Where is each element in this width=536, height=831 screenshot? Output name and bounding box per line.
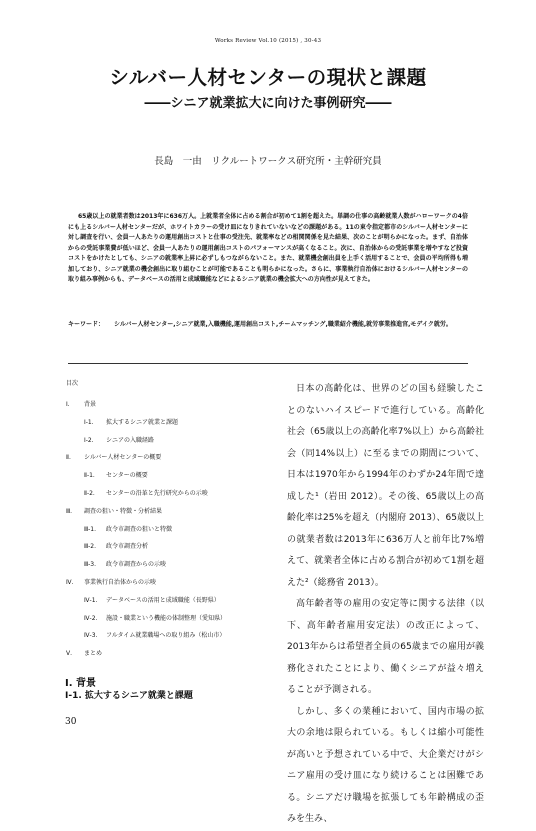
toc-item-label: 施設・職業という機能の体制整理（愛知県） [106, 614, 227, 622]
toc-item-label: 事業執行自治体からの示唆 [84, 578, 157, 586]
toc-list [66, 396, 271, 663]
toc-item-number: Ⅲ-2. [84, 543, 97, 551]
toc-item [66, 449, 271, 467]
toc-item-number: Ⅲ. [66, 507, 73, 515]
toc-item-label: シニアの入職経路 [106, 436, 155, 444]
toc-item [66, 432, 271, 450]
toc-item [66, 556, 271, 574]
body-paragraph: しかし、多くの業種において、国内市場の拡大の余地は限られている。もしくは縮小可能性が高いと予想されている中で、大企業だけがシニア雇用の受け皿になり続けることは困難である。シニアだけ職場を拡張しても年齢構成の歪みを生み、 [287, 706, 484, 824]
author-line: 長島 一由 リクルートワークス研究所・主幹研究員 [154, 156, 382, 167]
journal-citation: Works Review Vol.10 (2015) , 30-43 [214, 38, 322, 44]
toc-item-number: Ⅱ-2. [84, 489, 95, 497]
toc-item-label: センターの概要 [106, 472, 148, 480]
toc-item-label: まとめ [84, 650, 103, 658]
divider [68, 363, 468, 364]
toc-item [66, 627, 271, 645]
toc-item [66, 396, 271, 414]
body-paragraph: 日本の高齢化は、世界のどの国も経験したことのないハイスピードで進行している。高齢化社会（65歳以上の高齢化率7%以上）から高齢社会（同14%以上）に至るまでの期間について、日本は1970年から1994年のわずか24年間で達成した¹（岩田 2012）。その後、65歳以上の高齢化率は25%を超え（内閣府 2013）、65歳以上の就業者数は2013年に636万人と前年比7%増えて、就業者全体に占める割合が初めて1割を超えた²（総務省 2013）。 [287, 384, 484, 588]
toc-item [66, 503, 271, 521]
toc-item-number: Ⅰ-2. [84, 436, 94, 444]
toc-item-number: Ⅱ. [66, 454, 71, 462]
body-paragraph: 高年齢者等の雇用の安定等に関する法律（以下、高年齢者雇用安定法）の改正によって、2013年からは希望者全員の65歳までの雇用が義務化されたことにより、働くシニアが益々増えることが予測される。 [287, 599, 484, 695]
paper-title: シルバー人材センターの現状と課題 [109, 66, 427, 89]
toc-item-label: 拡大するシニア就業と課題 [106, 418, 179, 426]
abstract: 65歳以上の就業者数は2013年に636万人。上就業者全体に占める割合が初めて1割を超えた。単調の仕事の高齢就業人数がハローワークの4倍にも上るシルバー人材センターだが、ホワイトカラーの受け皿になりきれていないなどの課題がある。11の東令指定都市のシルバー人材センターに対し調査を行い、会員一人あたりの運用創出コストと仕事の受注先、就業率などの相関関係を見た結果、次のことが明らかになった。まず、自治体からの受託事業費が低いほど、会員一人あたりの運用創出コストのパフォーマンスが高くなること。次に、自治体からの受託事業を増やすなど投資コストをかけたとしても、シニアの就業率上昇に必ずしもつながらないこと。また、就業機会創出員を上手く活用することで、会員の平均所得も増加しており、シニア就業の機会創出に取り組むことが可能であることも明らかになった。さらに、事業執行自治体におけるシルバー人材センターの取り組み事例からも、データベースの活用と成域職能などによるシニア就業の機会拡大への方向性が見えてきた。 [68, 213, 468, 283]
page-number: 30 [65, 717, 77, 727]
toc-item [66, 574, 271, 592]
toc-item-number: Ⅳ. [66, 578, 74, 586]
toc-item [66, 521, 271, 539]
toc-item [66, 467, 271, 485]
toc-item-number: Ⅲ-1. [84, 525, 97, 533]
toc-item-label: 政令市調査分析 [106, 543, 149, 551]
toc-item-label: センターの沿革と先行研究からの示唆 [106, 489, 208, 497]
toc-item-number: Ⅴ. [66, 650, 73, 658]
toc-heading: 目次 [66, 380, 79, 387]
toc-item-label: データベースの活用と成域職能（長野県） [106, 596, 220, 604]
keywords-text: シルバー人材センター,シニア就業,入職機能,運用創出コスト,チームマッチング,職業紹介機能,就労事業推進官,モデイク就労。 [114, 321, 452, 328]
table-of-contents [66, 378, 271, 663]
section-heading: Ⅰ. 背景 [65, 678, 97, 689]
keywords-label: キーワード： [68, 321, 105, 328]
toc-item-label: 政令市調査の狙いと特徴 [106, 525, 173, 533]
toc-item [66, 414, 271, 432]
toc-item [66, 610, 271, 628]
toc-item-label: 政令市調査からの示唆 [106, 561, 167, 569]
toc-item [66, 645, 271, 663]
paper-subtitle: ――シニア就業拡大に向けた事例研究―― [144, 96, 392, 111]
toc-item-number: Ⅳ-2. [84, 614, 98, 622]
toc-item [66, 592, 271, 610]
toc-item-number: Ⅱ-1. [84, 472, 95, 480]
toc-item-number: Ⅳ-3. [84, 632, 98, 640]
subsection-heading: Ⅰ-1. 拡大するシニア就業と課題 [65, 691, 193, 701]
toc-item [66, 485, 271, 503]
toc-item-label: フルタイム就業職場への取り組み（松山市） [106, 632, 226, 640]
keywords [68, 320, 468, 331]
toc-item-label: 調査の狙い・特徴・分析結果 [84, 507, 163, 515]
toc-item [66, 538, 271, 556]
toc-item-label: 背景 [84, 401, 97, 408]
body-text-column [287, 379, 484, 831]
toc-item-label: シルバー人材センターの概要 [84, 454, 162, 462]
toc-item-number: Ⅲ-3. [84, 561, 97, 569]
toc-item-number: Ⅰ-1. [84, 418, 94, 426]
toc-item-number: Ⅳ-1. [84, 596, 98, 604]
toc-item-number: Ⅰ. [66, 401, 70, 408]
